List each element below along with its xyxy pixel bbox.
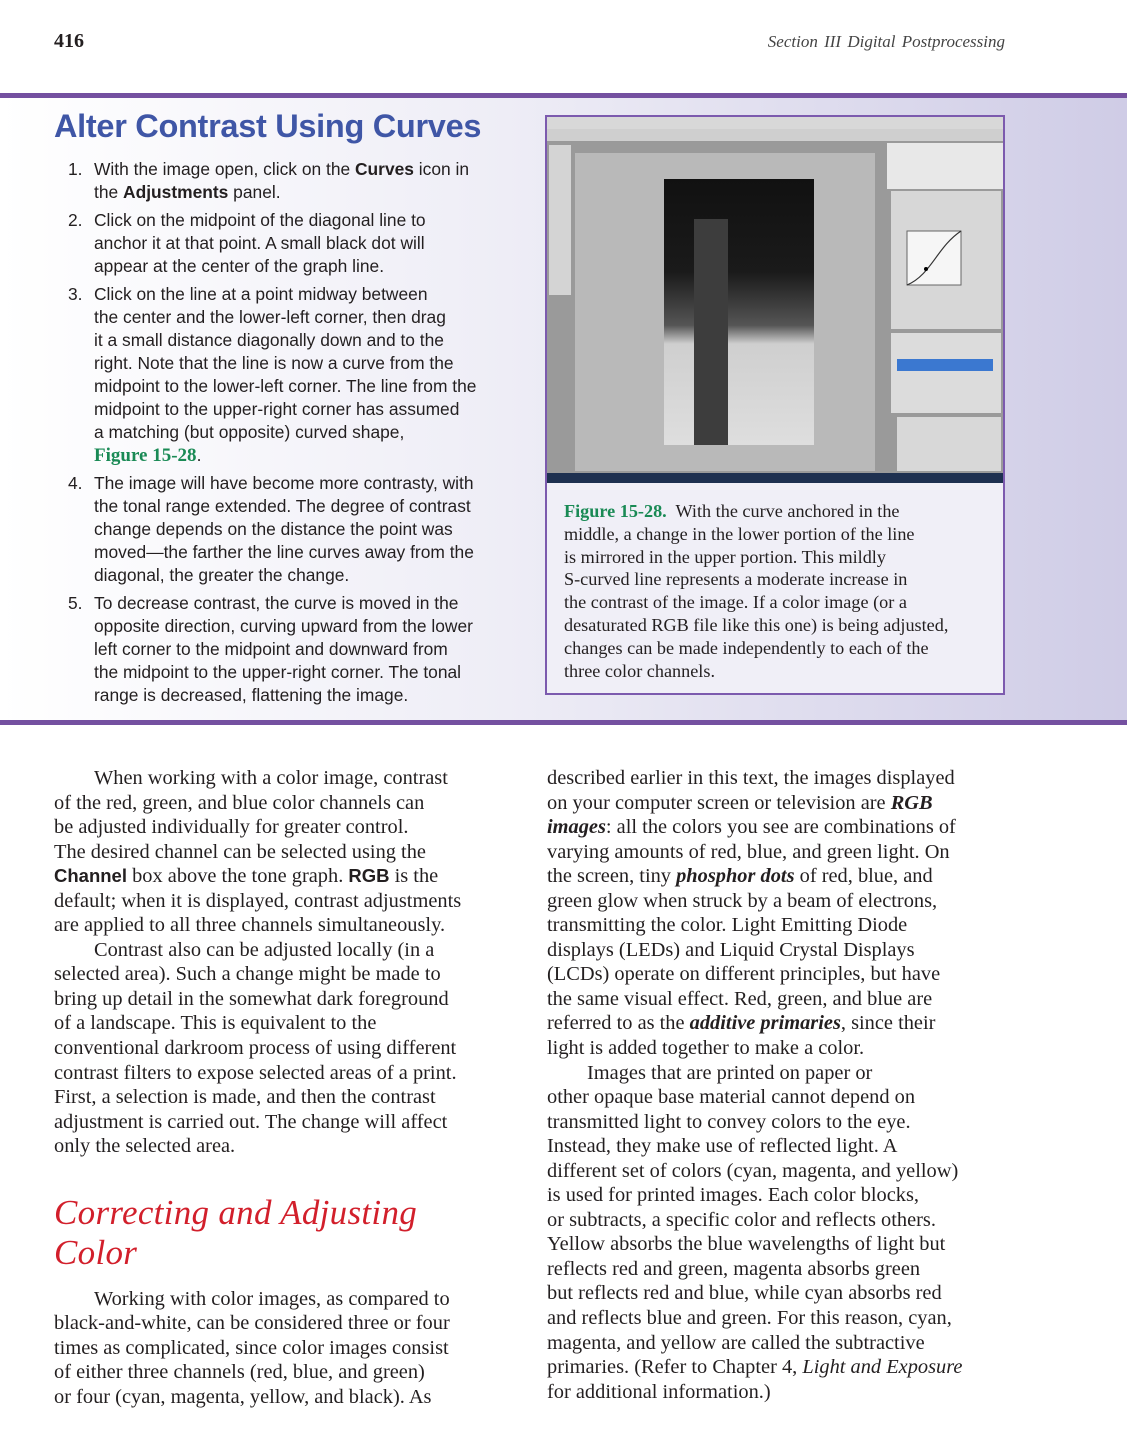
text-run: of either three channels (red, blue, and green) <box>54 1361 425 1384</box>
text-run: box above the tone graph. <box>126 865 349 888</box>
text-run: bring up detail in the somewhat dark foreground <box>54 987 449 1010</box>
caption-line: is mirrored in the upper portion. This mildly <box>564 546 886 567</box>
text-run: the same visual effect. Red, green, and blue are <box>547 987 933 1010</box>
text-run: additive primaries <box>689 1012 841 1035</box>
photoshop-screenshot <box>547 117 1003 483</box>
body-line <box>54 1311 524 1336</box>
body-line <box>547 1061 1017 1086</box>
body-line <box>547 1355 1017 1380</box>
step-line <box>94 661 528 684</box>
body-line <box>54 962 524 987</box>
step-number: 2. <box>68 210 83 230</box>
text-run: The desired channel can be selected using the <box>54 840 426 863</box>
figure-15-28 <box>545 115 1005 695</box>
text-run: different set of colors (cyan, magenta, and yellow) <box>547 1159 959 1182</box>
step-line <box>94 444 528 467</box>
text-run: The image will have become more contrasty, with <box>94 473 474 493</box>
body-line <box>54 1036 524 1061</box>
body-line <box>547 1208 1017 1233</box>
text-run: With the image open, click on the <box>94 159 355 179</box>
text-run: varying amounts of red, blue, and green light. On <box>547 840 950 863</box>
text-run: right. Note that the line is now a curve from the <box>94 353 454 373</box>
step-line <box>94 306 528 329</box>
body-line <box>54 1134 524 1159</box>
text-run: times as complicated, since color images consist <box>54 1336 449 1359</box>
figure-reference: Figure 15-28 <box>94 445 197 466</box>
step-line <box>94 255 528 278</box>
text-run: (LCDs) operate on different principles, but have <box>547 963 941 986</box>
body-line <box>54 766 524 791</box>
body-line <box>54 840 524 865</box>
text-run: displays (LEDs) and Liquid Crystal Displays <box>547 938 915 961</box>
body-line <box>54 1287 524 1312</box>
text-run: moved—the farther the line curves away from the <box>94 542 474 562</box>
text-run: and reflects blue and green. For this reason, cyan, <box>547 1307 952 1330</box>
body-column-left <box>54 766 524 1409</box>
step-line <box>94 421 528 444</box>
body-line <box>547 1159 1017 1184</box>
tools-panel <box>549 145 571 295</box>
step-line <box>94 592 528 615</box>
body-line <box>547 1281 1017 1306</box>
step-line <box>94 158 528 181</box>
body-line <box>547 815 1017 840</box>
caption-line: desaturated RGB file like this one) is being adjusted, <box>564 614 949 635</box>
text-run: default; when it is displayed, contrast adjustments <box>54 889 462 912</box>
text-run: or subtracts, a specific color and reflects others. <box>547 1208 936 1231</box>
text-run: Contrast also can be adjusted locally (in a <box>94 938 435 961</box>
body-line <box>54 889 524 914</box>
body-line <box>54 791 524 816</box>
text-run: When working with a color image, contrast <box>94 767 448 789</box>
text-run: conventional darkroom process of using different <box>54 1037 457 1060</box>
text-run: of a landscape. This is equivalent to the <box>54 1012 377 1035</box>
steps-list <box>68 158 528 712</box>
step-line <box>94 209 528 232</box>
text-run: Click on the midpoint of the diagonal line to <box>94 210 426 230</box>
text-run: appear at the center of the graph line. <box>94 256 385 276</box>
text-run: transmitting the color. Light Emitting Diode <box>547 914 908 937</box>
text-run: other opaque base material cannot depend on <box>547 1086 916 1109</box>
adjustments-panel <box>891 191 1001 329</box>
body-line <box>547 791 1017 816</box>
step-line <box>94 615 528 638</box>
step-line <box>94 472 528 495</box>
text-run: phosphor dots <box>676 865 795 888</box>
text-run: or four (cyan, magenta, yellow, and black). As <box>54 1385 432 1408</box>
body-line <box>547 840 1017 865</box>
step-item <box>68 592 528 707</box>
text-run: contrast filters to expose selected areas of a print. <box>54 1061 457 1084</box>
text-run: be adjusted individually for greater control. <box>54 816 409 839</box>
text-run: reflects red and green, magenta absorbs green <box>547 1257 921 1280</box>
body-line <box>547 913 1017 938</box>
body-line <box>547 1183 1017 1208</box>
body-line <box>547 1380 1017 1405</box>
figure-caption <box>564 500 994 682</box>
text-run: it a small distance diagonally down and to the <box>94 330 444 350</box>
body-column-right <box>547 766 1017 1404</box>
body-line <box>547 1306 1017 1331</box>
body-line <box>547 1110 1017 1135</box>
curves-graph-icon <box>891 191 1001 329</box>
text-run: are applied to all three channels simultaneously. <box>54 914 446 937</box>
step-line <box>94 541 528 564</box>
body-line <box>54 1085 524 1110</box>
text-run: images <box>547 816 606 839</box>
sidebar-title: Alter Contrast Using Curves <box>54 108 482 144</box>
text-run: the <box>94 182 124 202</box>
figure-label: Figure 15-28. <box>564 501 667 521</box>
caption-line: With the curve anchored in the <box>675 501 900 521</box>
text-run: To decrease contrast, the curve is moved in the <box>94 593 459 613</box>
caption-line: S-curved line represents a moderate increase in <box>564 569 908 590</box>
body-line <box>54 815 524 840</box>
text-run: Working with color images, as compared to <box>94 1287 450 1310</box>
body-line <box>547 962 1017 987</box>
body-line <box>54 864 524 889</box>
text-run: Instead, they make use of reflected light. A <box>547 1135 898 1158</box>
text-run: of red, blue, and <box>794 865 933 888</box>
text-run: Channel <box>54 865 127 887</box>
caption-line: the contrast of the image. If a color image (or a <box>564 592 907 613</box>
body-line <box>547 864 1017 889</box>
text-run: : all the colors you see are combinations of <box>605 816 956 839</box>
step-line <box>94 232 528 255</box>
text-run: panel. <box>228 182 281 202</box>
text-run: . <box>196 445 202 465</box>
text-run: only the selected area. <box>54 1135 236 1158</box>
step-item <box>68 158 528 204</box>
text-run: transmitted light to convey colors to the eye. <box>547 1110 911 1133</box>
body-line <box>54 913 524 938</box>
text-run: black-and-white, can be considered three or four <box>54 1312 450 1335</box>
text-run: Images that are printed on paper or <box>587 1061 873 1084</box>
text-run: Yellow absorbs the blue wavelengths of light but <box>547 1233 946 1256</box>
text-run: is used for printed images. Each color blocks, <box>547 1184 920 1207</box>
text-run: Curves <box>355 159 414 179</box>
body-line <box>54 1360 524 1385</box>
text-run: icon in <box>413 159 470 179</box>
text-run: range is decreased, flattening the image. <box>94 685 409 705</box>
taskbar <box>547 473 1003 483</box>
text-run: opposite direction, curving upward from the lower <box>94 616 473 636</box>
caption-line: changes can be made independently to each of the <box>564 637 929 658</box>
text-run: midpoint to the upper-right corner has assumed <box>94 399 460 419</box>
histogram-panel <box>887 143 1003 189</box>
text-run: described earlier in this text, the images displayed <box>547 767 955 789</box>
text-run: but reflects red and blue, while cyan absorbs red <box>547 1282 942 1305</box>
menu-bar <box>547 117 1003 129</box>
body-line <box>54 1336 524 1361</box>
body-line <box>54 1110 524 1135</box>
step-line <box>94 352 528 375</box>
text-run: Light and Exposure <box>802 1356 963 1379</box>
heading-line: Correcting and Adjusting <box>54 1192 418 1232</box>
text-run: Click on the line at a point midway between <box>94 284 428 304</box>
text-run: is the <box>389 865 439 888</box>
text-run: the center and the lower-left corner, then drag <box>94 307 446 327</box>
text-run: anchor it at that point. A small black dot will <box>94 233 425 253</box>
step-item <box>68 283 528 467</box>
text-run: magenta, and yellow are called the subtractive <box>547 1331 925 1354</box>
step-line <box>94 398 528 421</box>
text-run: diagonal, the greater the change. <box>94 565 350 585</box>
body-line <box>54 1011 524 1036</box>
step-item <box>68 209 528 278</box>
body-line <box>54 987 524 1012</box>
text-run: primaries. (Refer to Chapter 4, <box>547 1356 803 1379</box>
body-line <box>547 1036 1017 1061</box>
body-line <box>54 1061 524 1086</box>
text-run: a matching (but opposite) curved shape, <box>94 422 405 442</box>
body-line <box>547 1331 1017 1356</box>
text-run: the midpoint to the upper-right corner. The tonal <box>94 662 462 682</box>
body-line <box>547 1232 1017 1257</box>
text-run: adjustment is carried out. The change will affect <box>54 1110 448 1133</box>
step-item <box>68 472 528 587</box>
step-number: 5. <box>68 593 83 613</box>
body-line <box>54 1385 524 1410</box>
caption-line: middle, a change in the lower portion of the line <box>564 523 915 544</box>
step-line <box>94 283 528 306</box>
body-line <box>547 1257 1017 1282</box>
body-line <box>547 766 1017 791</box>
text-run: the screen, tiny <box>547 865 677 888</box>
step-line <box>94 181 528 204</box>
body-line <box>547 938 1017 963</box>
running-head: Section III Digital Postprocessing <box>767 32 1005 51</box>
text-run: of the red, green, and blue color channels can <box>54 791 425 814</box>
text-run: for additional information.) <box>547 1380 771 1403</box>
step-line <box>94 518 528 541</box>
step-line <box>94 638 528 661</box>
text-run: RGB <box>890 791 933 814</box>
step-line <box>94 329 528 352</box>
body-line <box>547 1085 1017 1110</box>
step-number: 4. <box>68 473 83 493</box>
text-run: left corner to the midpoint and downward from <box>94 639 448 659</box>
step-line <box>94 564 528 587</box>
selected-layer <box>897 359 993 371</box>
step-number: 1. <box>68 159 83 179</box>
section-heading <box>54 1193 524 1273</box>
text-run: referred to as the <box>547 1012 690 1035</box>
text-run: green glow when struck by a beam of electrons, <box>547 889 938 912</box>
text-run: First, a selection is made, and then the contrast <box>54 1086 436 1109</box>
text-run: on your computer screen or television are <box>547 791 891 814</box>
text-run: midpoint to the lower-left corner. The line from the <box>94 376 477 396</box>
body-line <box>54 938 524 963</box>
history-panel <box>897 417 1001 471</box>
text-run: change depends on the distance the point was <box>94 519 453 539</box>
document-image <box>664 179 814 445</box>
image-trunk <box>694 219 728 445</box>
body-line <box>547 1011 1017 1036</box>
text-run: selected area). Such a change might be made to <box>54 963 441 986</box>
layers-panel <box>891 333 1001 413</box>
text-run: Adjustments <box>123 182 229 202</box>
heading-line: Color <box>54 1232 138 1272</box>
text-run: RGB <box>348 865 390 887</box>
body-line <box>547 889 1017 914</box>
text-run: , since their <box>840 1012 936 1035</box>
step-line <box>94 375 528 398</box>
step-line <box>94 495 528 518</box>
body-line <box>547 987 1017 1012</box>
step-line <box>94 684 528 707</box>
body-line <box>547 1134 1017 1159</box>
step-number: 3. <box>68 284 83 304</box>
text-run: the tonal range extended. The degree of contrast <box>94 496 471 516</box>
caption-line: three color channels. <box>564 660 715 681</box>
text-run: light is added together to make a color. <box>547 1037 865 1060</box>
page-number: 416 <box>54 30 84 52</box>
options-bar <box>547 129 1003 142</box>
